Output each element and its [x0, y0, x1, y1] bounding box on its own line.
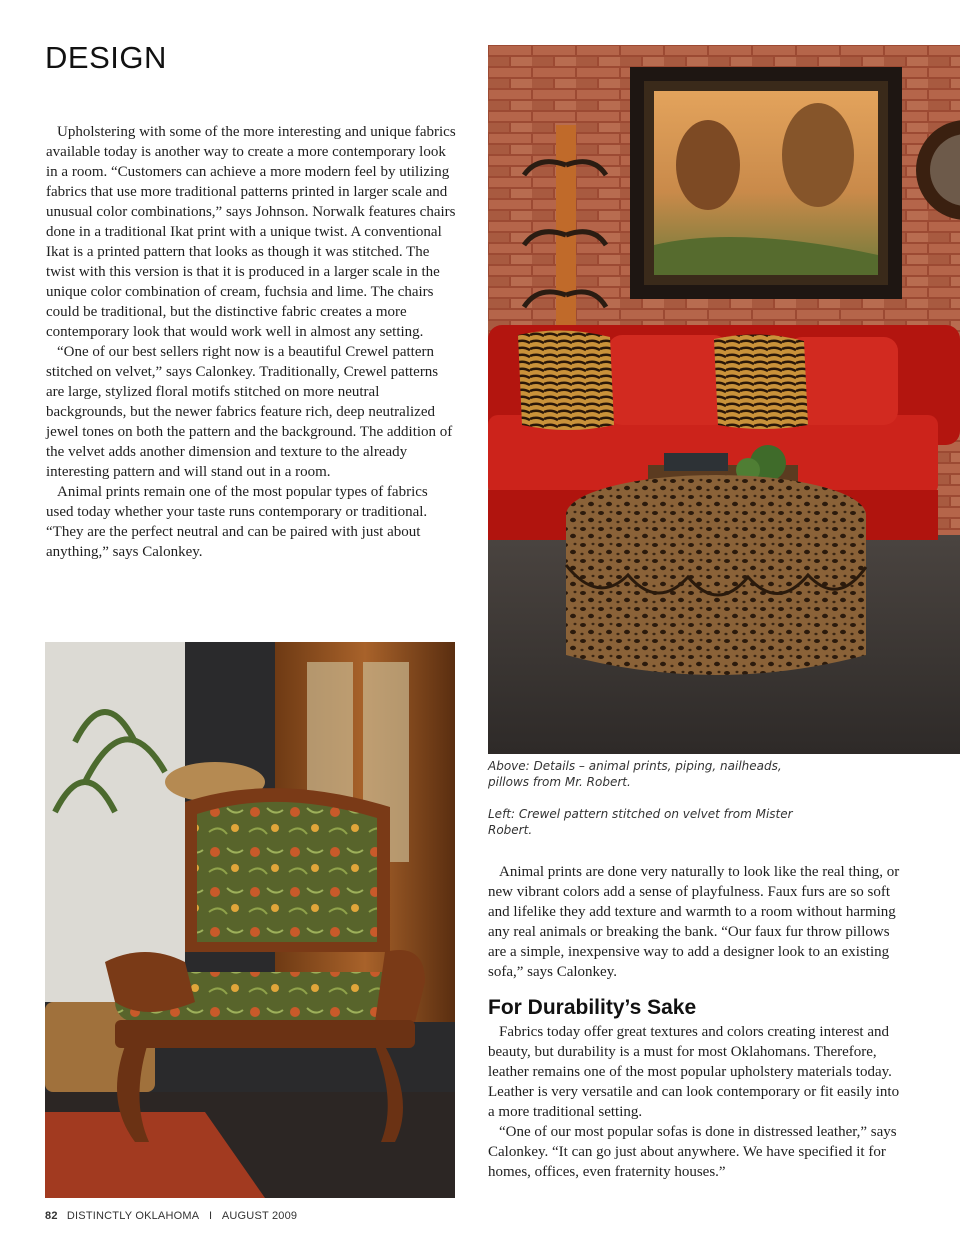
- paragraph: Upholstering with some of the more interesting and unique fabrics available today is another way to create a more contemporary look in a room. “Customers can achieve a more modern feel by utilizing fabrics that use more traditional patterns printed in larger scale and unusual color combinations,” says Johnson. Norwalk features chairs done in a traditional Ikat print with a unique twist. A conventional Ikat is a printed pattern that looks as though it was stitched. The twist with this version is that it is produced in a larger scale in the unique color combination of cream, fuchsia and lime. The chairs could be traditional, but the distinctive fabric creates a more contemporary look that would work well in almost any setting.: [46, 124, 456, 340]
- caption-text: Above: Details – animal prints, piping, nailheads, pillows from Mr. Robert.: [488, 759, 782, 789]
- article-column-left: [46, 122, 456, 562]
- photo-crewel-chair: [45, 642, 455, 1198]
- issue-date: AUGUST 2009: [221, 1210, 298, 1222]
- photo-caption-left: [488, 806, 808, 838]
- paragraph: Animal prints are done very naturally to look like the real thing, or new vibrant colors add a sense of playfulness. Faux furs are so soft and lifelike they add texture and warmth to a room without harming any real animals or breaking the bank. “Our faux fur throw pillows are a simple, inexpensive way to add a designer look to an existing sofa,” says Calonkey.: [488, 864, 900, 980]
- paragraph: “One of our best sellers right now is a beautiful Crewel pattern stitched on velvet,” says Calonkey. Traditionally, Crewel patterns are large, stylized floral motifs stitched on more neutral backgrounds, but the newer fabrics feature rich, deep neutralized jewel tones on both the pattern and the background. The addition of the velvet adds another dimension and texture to the already interesting pattern and will stand out in a room.: [46, 344, 453, 480]
- paragraph: Animal prints remain one of the most popular types of fabrics used today whether your taste runs contemporary or traditional. “They are the perfect neutral and can be paired with just about anything,” says Calonkey.: [46, 484, 428, 560]
- publication-name: DISTINCTLY OKLAHOMA: [66, 1210, 199, 1222]
- photo-crewel-chair-graphic: [45, 642, 455, 1198]
- subheading: For Durability’s Sake: [488, 996, 697, 1019]
- paragraph: “One of our most popular sofas is done in distressed leather,” says Calonkey. “It can go just about anywhere. We have specified it for homes, offices, even fraternity houses.”: [488, 1124, 897, 1180]
- photo-sofa-ottoman: [488, 45, 960, 754]
- photo-sofa-ottoman-graphic: [488, 45, 960, 754]
- paragraph: Fabrics today offer great textures and colors creating interest and beauty, but durability is a must for most Oklahomans. Therefore, leather remains one of the most popular upholstery materials today. Leather is very versatile and can look contemporary or fit easily into a more traditional setting.: [488, 1024, 900, 1120]
- footer-separator: I: [208, 1210, 213, 1222]
- photo-caption-above: [488, 758, 808, 790]
- section-label: DESIGN: [45, 40, 167, 75]
- page-footer: [45, 1210, 297, 1222]
- page-number: 82: [45, 1210, 58, 1222]
- article-column-right: [488, 862, 908, 982]
- caption-text: Left: Crewel pattern stitched on velvet from Mister Robert.: [488, 807, 793, 837]
- article-column-right-continued: [488, 1022, 908, 1182]
